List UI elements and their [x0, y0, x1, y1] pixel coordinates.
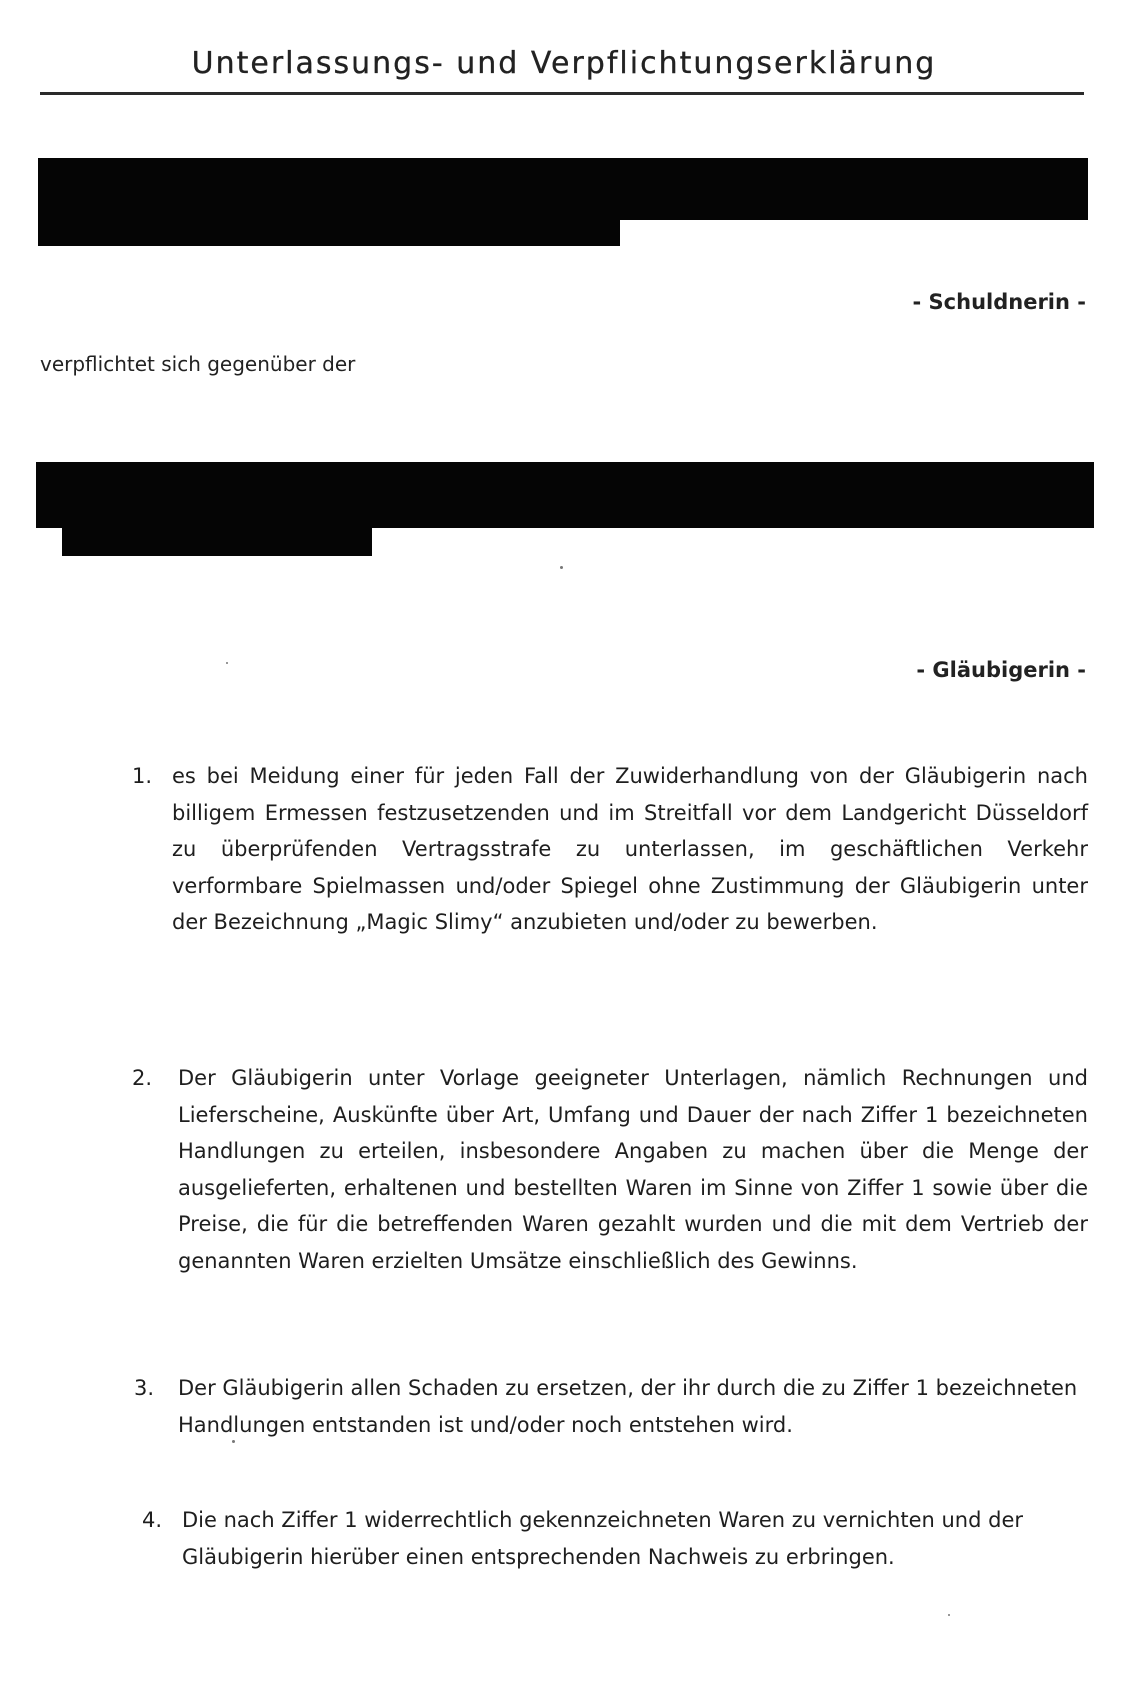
- item-number: 3.: [134, 1376, 155, 1400]
- item-number: 2.: [132, 1066, 153, 1090]
- item-text: es bei Meidung einer für jeden Fall der Zuwiderhandlung von der Gläubigerin nach billigem Ermessen festzusetzenden und im Streitfall vor dem Landgericht Düsseldorf zu überprüfenden Vertragsstrafe zu unterlassen, im geschäftlichen Verkehr verformbare Spielmassen und/oder Spiegel ohne Zustimmung der Gläubigerin unter der Bezeichnung „Magic Slimy“ anzubieten und/oder zu bewerben.: [172, 764, 1088, 934]
- scan-speck: [232, 1440, 235, 1443]
- redaction-debtor-line-1: [38, 158, 1088, 220]
- obligation-item-4: [142, 1502, 1088, 1575]
- scan-speck: [226, 662, 228, 664]
- document-title: Unterlassungs- und Verpflichtungserklärung: [191, 46, 937, 81]
- redaction-creditor-line-2: [62, 518, 372, 556]
- item-number: 4.: [142, 1508, 163, 1532]
- item-text: Der Gläubigerin unter Vorlage geeigneter Unterlagen, nämlich Rechnungen und Lieferscheine, Auskünfte über Art, Umfang und Dauer der nach Ziffer 1 bezeichneten Handlungen zu erteilen, insbesondere Angaben zu machen über die Menge der ausgelieferten, erhaltenen und bestellten Waren im Sinne von Ziffer 1 sowie über die Preise, die für die betreffenden Waren gezahlt wurden und die mit dem Vertrieb der genannten Waren erzielten Umsätze einschließlich des Gewinns.: [178, 1066, 1088, 1273]
- obligation-item-1: [132, 758, 1088, 941]
- obligation-lead-in: verpflichtet sich gegenüber der: [40, 352, 356, 376]
- item-text: Der Gläubigerin allen Schaden zu ersetzen, der ihr durch die zu Ziffer 1 bezeichneten Handlungen entstanden ist und/oder noch entstehen wird.: [178, 1376, 1078, 1437]
- obligation-item-2: [132, 1060, 1088, 1279]
- item-number: 1.: [132, 764, 153, 788]
- title-underline: [40, 92, 1084, 95]
- debtor-role-label: - Schuldnerin -: [912, 290, 1086, 314]
- scan-speck: [948, 1614, 950, 1616]
- item-text: Die nach Ziffer 1 widerrechtlich gekennzeichneten Waren zu vernichten und der Gläubigerin hierüber einen entsprechenden Nachweis zu erbringen.: [182, 1508, 1024, 1569]
- redaction-debtor-line-2: [38, 212, 620, 246]
- obligation-item-3: [134, 1370, 1088, 1443]
- creditor-role-label: - Gläubigerin -: [916, 658, 1086, 682]
- scan-speck: [560, 566, 563, 569]
